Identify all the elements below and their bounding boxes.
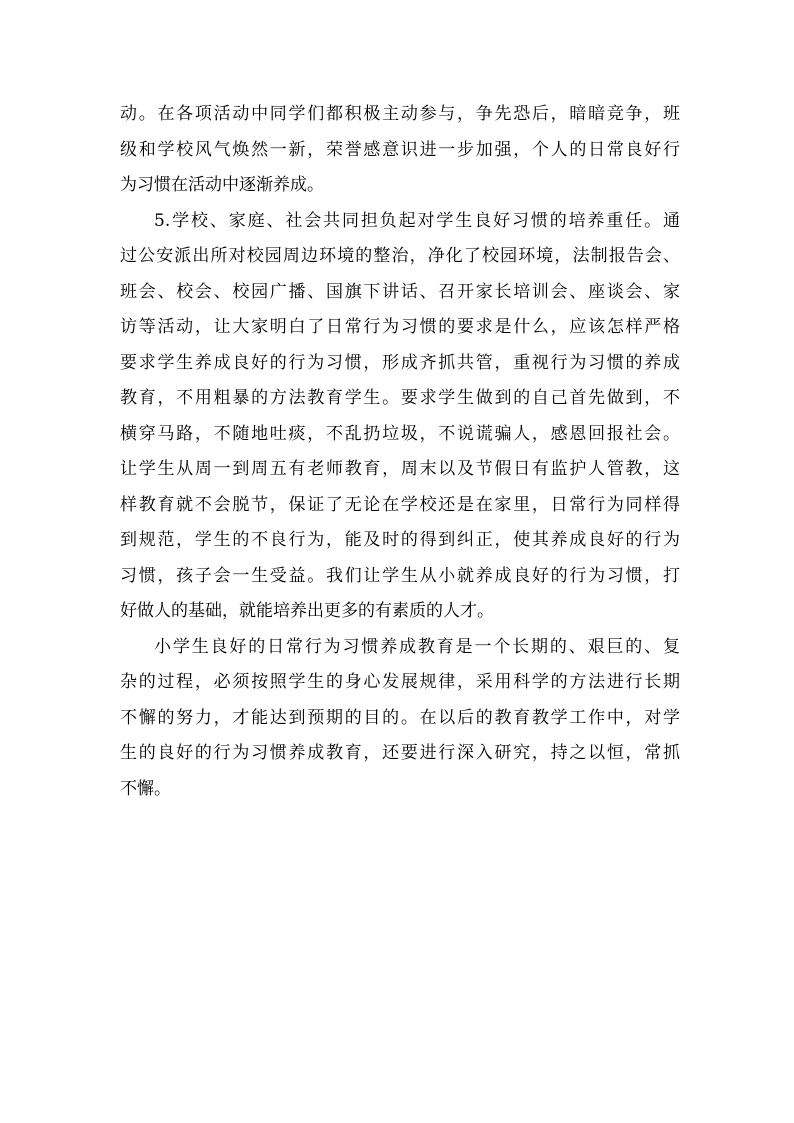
text-line: 不懈的努力，才能达到预期的目的。在以后的教育教学工作中，对学 xyxy=(120,707,680,728)
document-body xyxy=(120,97,680,807)
text-line: 不懈。 xyxy=(120,778,171,799)
text-line: 到规范，学生的不良行为，能及时的得到纠正，使其养成良好的行为 xyxy=(120,530,680,550)
text-line: 杂的过程，必须按照学生的身心发展规律，采用科学的方法进行长期 xyxy=(120,672,680,692)
paragraph-point-5 xyxy=(120,204,680,630)
text-line: 生的良好的行为习惯养成教育，还要进行深入研究，持之以恒，常抓 xyxy=(120,743,680,763)
text-line: 动。在各项活动中同学们都积极主动参与，争先恐后，暗暗竞争，班 xyxy=(120,104,680,124)
text-line: 横穿马路，不随地吐痰，不乱扔垃圾，不说谎骗人，感恩回报社会。 xyxy=(120,423,680,444)
paragraph-conclusion xyxy=(120,630,680,808)
text-line: 样教育就不会脱节，保证了无论在学校还是在家里，日常行为同样得 xyxy=(120,494,680,515)
text-line: 级和学校风气焕然一新，荣誉感意识进一步加强，个人的日常良好行 xyxy=(120,139,680,160)
text-line: 为习惯在活动中逐渐养成。 xyxy=(120,175,324,195)
text-line: 好做人的基础，就能培养出更多的有素质的人才。 xyxy=(120,601,494,621)
paragraph-continuation xyxy=(120,97,680,204)
text-line: 让学生从周一到周五有老师教育，周末以及节假日有监护人管教，这 xyxy=(120,459,680,479)
text-line: 教育，不用粗暴的方法教育学生。要求学生做到的自己首先做到，不 xyxy=(120,388,680,408)
text-line: 5.学校、家庭、社会共同担负起对学生良好习惯的培养重任。通 xyxy=(154,210,680,231)
text-line: 要求学生养成良好的行为习惯，形成齐抓共管，重视行为习惯的养成 xyxy=(120,352,680,373)
text-line: 习惯，孩子会一生受益。我们让学生从小就养成良好的行为习惯，打 xyxy=(120,565,680,586)
text-line: 班会、校会、校园广播、国旗下讲话、召开家长培训会、座谈会、家 xyxy=(120,281,680,302)
text-line: 访等活动，让大家明白了日常行为习惯的要求是什么，应该怎样严格 xyxy=(120,317,680,337)
text-line: 小学生良好的日常行为习惯养成教育是一个长期的、艰巨的、复 xyxy=(154,636,680,657)
text-line: 过公安派出所对校园周边环境的整治，净化了校园环境，法制报告会、 xyxy=(120,246,680,266)
